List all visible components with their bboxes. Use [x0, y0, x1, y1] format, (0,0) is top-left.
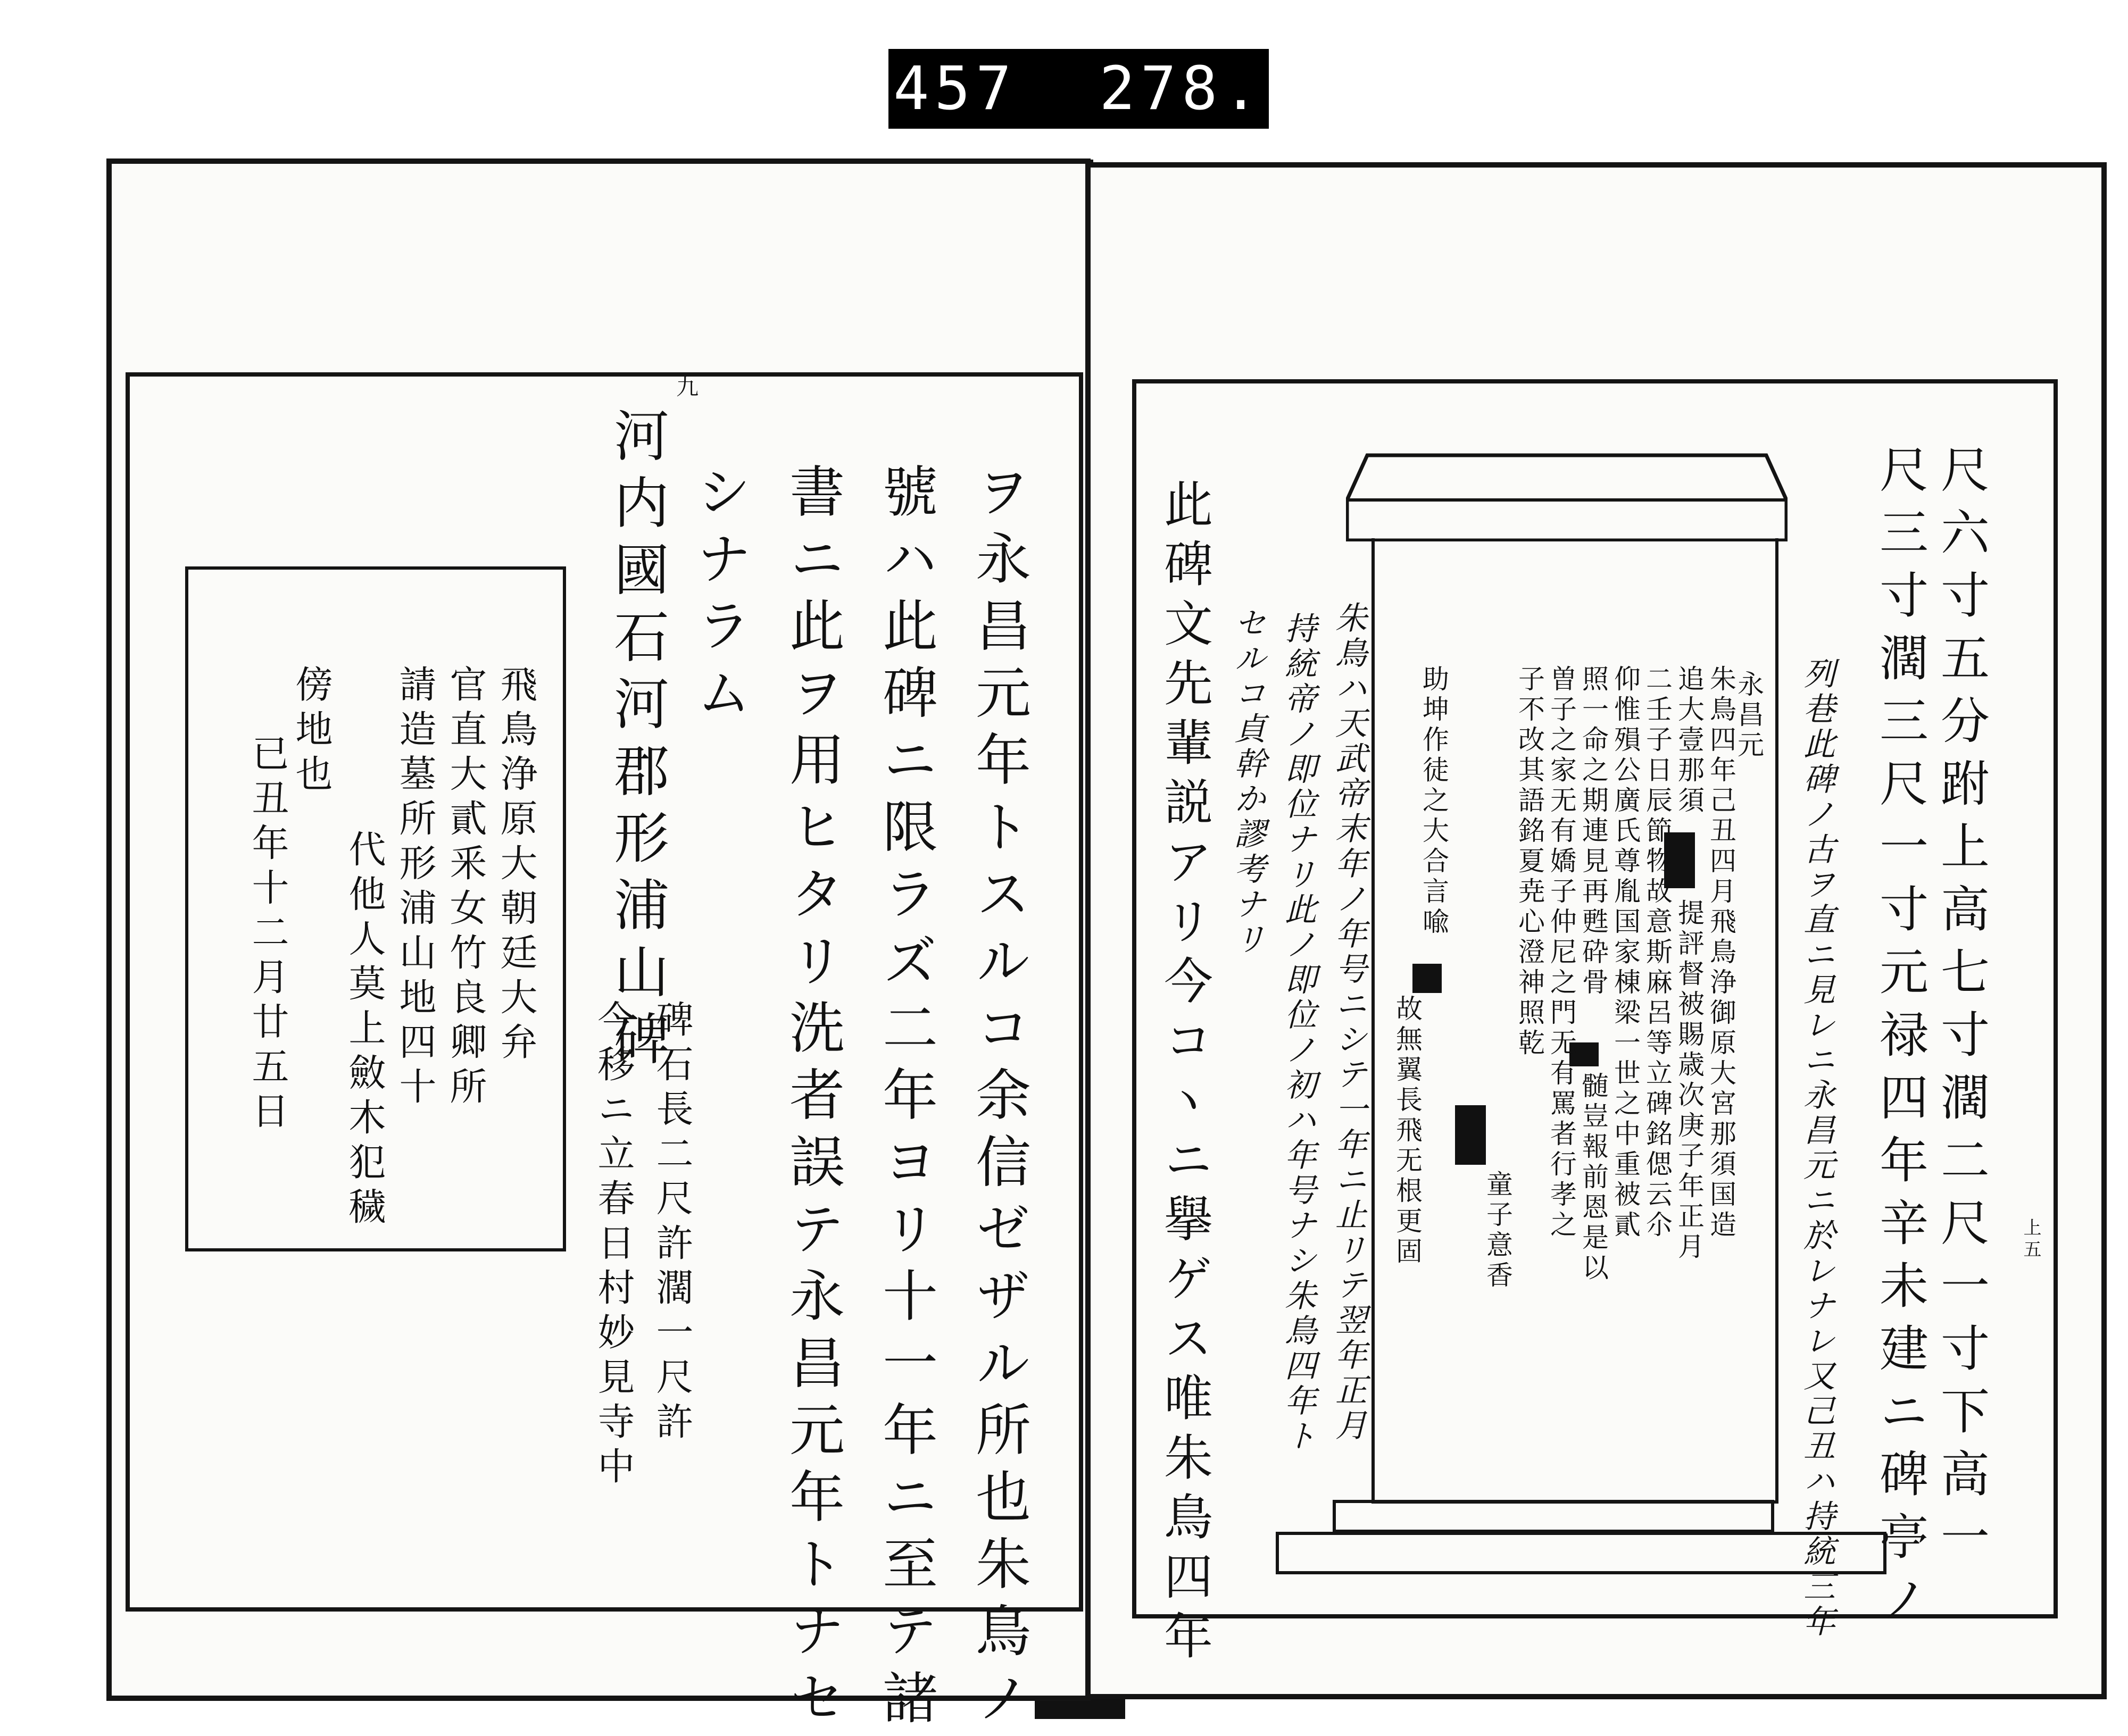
- handwritten-note-2: 持統帝ノ即位ナリ此ノ即位ノ初ハ年号ナシ朱鳥四年ト: [1279, 612, 1317, 1454]
- right-side-number: 上五: [2020, 1218, 2041, 1262]
- stele-base: [1276, 1532, 1886, 1574]
- stele-column-6: 照一命之期連見再甦砕骨: [1578, 665, 1609, 998]
- left-text-column-2: 號ハ此碑ニ限ラズ二年ヨリ十一年ニ至テ諸: [873, 463, 938, 1736]
- stele-column-11: 助坤作徒之大合言喩: [1418, 665, 1449, 938]
- redaction-mark: [1412, 964, 1442, 993]
- stele-cap-outline: [1346, 451, 1788, 541]
- redaction-mark: [1455, 1105, 1486, 1165]
- stele-column-2: 追大壹那須: [1674, 665, 1705, 816]
- stele-column-10: 童子意香: [1482, 1170, 1513, 1291]
- stele-column-9: 子不改其語銘夏尭心澄神照乾: [1514, 665, 1545, 1059]
- inscription-line-5: 傍地也: [289, 665, 333, 799]
- inscription-line-1: 飛鳥浄原大朝廷大弁: [494, 665, 538, 1067]
- stele-column-1: 朱鳥四年己丑四月飛鳥浄御原大宮那須国造: [1706, 665, 1736, 1241]
- right-top-column-1: 尺六寸五分跗上高七寸濶二尺一寸下高一: [1933, 444, 1990, 1574]
- stele-column-4: 二壬子日辰節物故意斯麻呂等立碑銘偲云尒: [1642, 665, 1673, 1241]
- left-text-column-5: 河内國石河郡形浦山碑: [604, 407, 669, 1077]
- stele-column-7: 髄豈報前恩是以: [1578, 1072, 1609, 1284]
- inscription-line-6: 已丑年十二月廿五日: [246, 734, 289, 1136]
- handwritten-note-3: セルコ貞幹か謬考ナリ: [1229, 606, 1266, 957]
- right-closing-column: 此碑文先輩説アリ今コヽニ擧ゲス唯朱鳥四年: [1156, 479, 1213, 1670]
- stele-plinth: [1333, 1500, 1774, 1533]
- stone-note-2: 今移ニ立春日村妙見寺中: [592, 1000, 635, 1491]
- left-text-column-1: ヲ永昌元年トスルコ余信ゼザル所也朱鳥ノ: [966, 463, 1031, 1736]
- left-page-number: 九: [673, 375, 699, 397]
- stone-note-1: 碑石長二尺許濶一尺許: [650, 1000, 694, 1447]
- right-top-column-2: 尺三寸濶三尺一寸元禄四年辛未建ニ碑亭ノ: [1872, 444, 1928, 1637]
- stele-column-8: 曽子之家无有嬌子仲尼之門无有罵者行孝之: [1546, 665, 1577, 1241]
- left-text-column-3: 書ニ此ヲ用ヒタリ洗者誤テ永昌元年トナセ: [780, 463, 845, 1736]
- archive-label: 457 278.: [888, 49, 1269, 129]
- stele-column-3: 提評督被賜歳次庚子年正月: [1674, 899, 1705, 1263]
- handwritten-top-note: 列巷此碑ノ古ヲ直ニ見レニ永昌元ニ於レナレ又己丑ハ持統三年: [1798, 657, 1835, 1640]
- inscription-line-2: 官直大貳釆女竹良卿所: [444, 665, 487, 1112]
- stele-column-12: 故無翼長飛无根更固: [1392, 995, 1423, 1267]
- stele-heading: 永昌元: [1733, 670, 1764, 761]
- inscription-line-4: 代他人莫上斂木犯穢: [343, 830, 386, 1232]
- handwritten-note-1: 朱鳥ハ天武帝末年ノ年号ニシテ一年ニ止リテ翌年正月: [1330, 601, 1367, 1443]
- left-text-column-4: シナラム: [687, 463, 752, 731]
- stele-column-5: 仰惟殞公廣氏尊胤国家棟梁一世之中重被貳: [1610, 665, 1641, 1241]
- inscription-line-3: 請造墓所形浦山地四十: [393, 665, 437, 1112]
